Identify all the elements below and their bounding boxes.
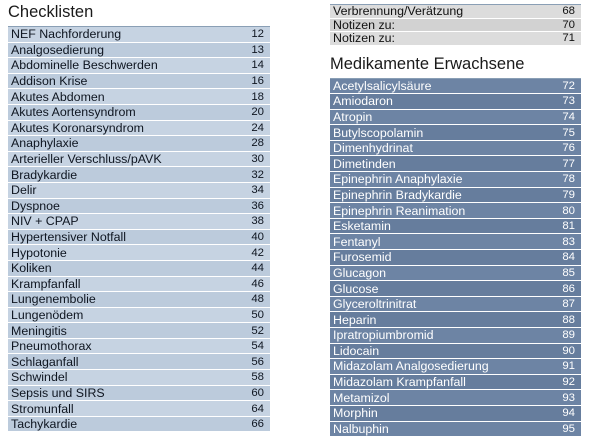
medication-row-page-number: 88 (557, 313, 575, 327)
checklist-row[interactable] (8, 214, 270, 230)
checklist-row[interactable] (8, 370, 270, 386)
medication-row[interactable] (330, 359, 581, 375)
medication-row-label: Glucagon (333, 266, 386, 280)
checklist-row-page-number: 56 (246, 355, 264, 369)
notes-row-label: Verbrennung/Verätzung (333, 4, 463, 18)
medication-row-label: Morphin (333, 406, 378, 420)
checklist-row-page-number: 40 (246, 230, 264, 244)
medication-row-label: Dimenhydrinat (333, 141, 413, 155)
checklist-row-label: NIV + CPAP (11, 214, 79, 228)
medication-row[interactable] (330, 125, 581, 141)
checklist-row-label: Akutes Abdomen (11, 90, 105, 104)
medication-row-page-number: 95 (557, 422, 575, 436)
medication-row-page-number: 80 (557, 204, 575, 218)
medication-row-label: Epinephrin Reanimation (333, 204, 465, 218)
checklist-row-label: Stromunfall (11, 402, 74, 416)
medication-row[interactable] (330, 312, 581, 328)
medication-row-page-number: 81 (557, 219, 575, 233)
checklist-row-label: Analgosedierung (11, 43, 104, 57)
medication-row[interactable] (330, 94, 581, 110)
medication-row[interactable] (330, 266, 581, 282)
checklist-row-label: Sepsis und SIRS (11, 386, 105, 400)
medication-row-label: Dimetinden (333, 157, 396, 171)
checklist-row[interactable] (8, 183, 270, 199)
checklist-row-page-number: 66 (246, 417, 264, 431)
checklist-row[interactable] (8, 292, 270, 308)
checklist-row-page-number: 24 (246, 121, 264, 135)
medication-row-label: Metamizol (333, 391, 389, 405)
medication-row-page-number: 93 (557, 391, 575, 405)
checklist-row-label: Lungenödem (11, 308, 83, 322)
medication-row[interactable] (330, 188, 581, 204)
checklist-row[interactable] (8, 308, 270, 324)
checklist-row-label: Pneumothorax (11, 339, 92, 353)
medication-row-page-number: 94 (557, 406, 575, 420)
checklist-row-page-number: 14 (246, 58, 264, 72)
medication-row-label: Furosemid (333, 250, 392, 264)
checklist-row-label: Delir (11, 183, 36, 197)
medication-row[interactable] (330, 234, 581, 250)
checklist-row-label: Koliken (11, 261, 52, 275)
checklist-row[interactable] (8, 105, 270, 121)
medication-row-page-number: 89 (557, 328, 575, 342)
medication-row[interactable] (330, 79, 581, 95)
medication-row-label: Acetylsalicylsäure (333, 79, 431, 93)
checklist-row-label: Schwindel (11, 370, 67, 384)
checklist-row-label: Hypertensiver Notfall (11, 230, 126, 244)
checklist-row-label: Meningitis (11, 324, 67, 338)
checklist-row-page-number: 36 (246, 199, 264, 213)
checklist-row[interactable] (8, 121, 270, 137)
medication-row[interactable] (330, 172, 581, 188)
checklisten-section (8, 0, 270, 432)
checklist-row-page-number: 38 (246, 214, 264, 228)
medication-row[interactable] (330, 375, 581, 391)
right-column (330, 0, 581, 437)
checklist-row[interactable] (8, 27, 270, 43)
medication-row-label: Midazolam Krampfanfall (333, 375, 466, 389)
checklist-row-label: Akutes Aortensyndrom (11, 105, 136, 119)
medication-row[interactable] (330, 297, 581, 313)
medication-row[interactable] (330, 328, 581, 344)
medication-row[interactable] (330, 110, 581, 126)
checklist-row[interactable] (8, 199, 270, 215)
medication-row-label: Midazolam Analgosedierung (333, 359, 489, 373)
medication-row-label: Fentanyl (333, 235, 381, 249)
medication-row-page-number: 84 (557, 250, 575, 264)
medication-row-page-number: 79 (557, 188, 575, 202)
medication-row[interactable] (330, 156, 581, 172)
notes-row-page-number: 70 (557, 18, 575, 32)
checklist-row-page-number: 42 (246, 246, 264, 260)
checklist-row-page-number: 13 (246, 43, 264, 57)
checklist-row[interactable] (8, 323, 270, 339)
checklist-row-label: Schlaganfall (11, 355, 79, 369)
notes-table (330, 4, 581, 46)
checklist-row-page-number: 50 (246, 308, 264, 322)
checklist-row[interactable] (8, 74, 270, 90)
checklist-row-label: Addison Krise (11, 74, 87, 88)
medication-row-label: Atropin (333, 110, 372, 124)
medication-row[interactable] (330, 390, 581, 406)
checklist-row-page-number: 28 (246, 136, 264, 150)
checklist-row-label: Bradykardie (11, 168, 77, 182)
checklist-row-page-number: 34 (246, 183, 264, 197)
checklist-row[interactable] (8, 152, 270, 168)
medication-row[interactable] (330, 203, 581, 219)
medication-row[interactable] (330, 250, 581, 266)
medication-row-label: Esketamin (333, 219, 391, 233)
medication-row[interactable] (330, 422, 581, 437)
checklist-row-label: Abdominelle Beschwerden (11, 58, 158, 72)
checklist-row[interactable] (8, 43, 270, 59)
checklist-row[interactable] (8, 167, 270, 183)
medication-row[interactable] (330, 344, 581, 360)
checklist-row-page-number: 60 (246, 386, 264, 400)
checklist-row-page-number: 54 (246, 339, 264, 353)
checklist-row-label: Lungenembolie (11, 292, 96, 306)
checklist-row[interactable] (8, 245, 270, 261)
medication-row-page-number: 90 (557, 344, 575, 358)
notes-row-page-number: 68 (557, 4, 575, 18)
checklist-row-page-number: 32 (246, 168, 264, 182)
checklist-row-label: Arterieller Verschluss/pAVK (11, 152, 162, 166)
checklist-row[interactable] (8, 58, 270, 74)
medication-row-label: Epinephrin Anaphylaxie (333, 172, 463, 186)
checklist-row-label: Akutes Koronarsyndrom (11, 121, 144, 135)
notes-row-label: Notizen zu: (333, 18, 395, 32)
notes-row-page-number: 71 (557, 31, 575, 45)
checklist-row-page-number: 52 (246, 324, 264, 338)
checklist-row[interactable] (8, 89, 270, 105)
medication-row-page-number: 73 (557, 94, 575, 108)
medication-row-label: Ipratropiumbromid (333, 328, 434, 342)
checklist-row-page-number: 58 (246, 370, 264, 384)
medication-row-page-number: 77 (557, 157, 575, 171)
medication-row-page-number: 92 (557, 375, 575, 389)
checklist-row[interactable] (8, 261, 270, 277)
checklist-row-page-number: 18 (246, 90, 264, 104)
checklist-row-page-number: 48 (246, 292, 264, 306)
medication-row-label: Nalbuphin (333, 422, 389, 436)
notes-row[interactable] (330, 19, 581, 33)
medication-row-page-number: 85 (557, 266, 575, 280)
medication-row[interactable] (330, 281, 581, 297)
medication-row-page-number: 72 (557, 79, 575, 93)
medication-row-label: Butylscopolamin (333, 126, 423, 140)
checklist-row-page-number: 64 (246, 402, 264, 416)
medikamente-title: Medikamente Erwachsene (330, 54, 581, 74)
checklist-row-page-number: 20 (246, 105, 264, 119)
checklist-row-page-number: 44 (246, 261, 264, 275)
checklist-row[interactable] (8, 386, 270, 402)
checklist-row[interactable] (8, 417, 270, 433)
checklist-row-label: Dyspnoe (11, 199, 60, 213)
medication-row-label: Glucose (333, 282, 378, 296)
medication-row-label: Glyceroltrinitrat (333, 297, 416, 311)
checklist-row-page-number: 12 (246, 27, 264, 41)
notes-row-label: Notizen zu: (333, 31, 395, 45)
checklist-row-page-number: 16 (246, 74, 264, 88)
medication-row-page-number: 74 (557, 110, 575, 124)
checklist-row[interactable] (8, 354, 270, 370)
medication-row-page-number: 75 (557, 126, 575, 140)
checklist-row-label: Hypotonie (11, 246, 67, 260)
medication-row-label: Amiodaron (333, 94, 393, 108)
checklist-row-label: NEF Nachforderung (11, 27, 121, 41)
checklist-row[interactable] (8, 339, 270, 355)
medication-row-label: Lidocain (333, 344, 379, 358)
medication-row-page-number: 76 (557, 141, 575, 155)
notes-row[interactable] (330, 32, 581, 46)
medication-row-page-number: 83 (557, 235, 575, 249)
medikamente-table (330, 78, 581, 437)
notes-row[interactable] (330, 5, 581, 19)
medication-row-page-number: 87 (557, 297, 575, 311)
checklist-row-label: Krampfanfall (11, 277, 81, 291)
medication-row-page-number: 78 (557, 172, 575, 186)
checklisten-table (8, 26, 270, 432)
medication-row-label: Heparin (333, 313, 376, 327)
checklist-row[interactable] (8, 277, 270, 293)
medication-row-page-number: 86 (557, 282, 575, 296)
checklist-row-label: Tachykardie (11, 417, 77, 431)
checklist-row-page-number: 46 (246, 277, 264, 291)
checklist-row-label: Anaphylaxie (11, 136, 79, 150)
checklisten-title: Checklisten (8, 2, 270, 22)
checklist-row[interactable] (8, 230, 270, 246)
checklist-row-page-number: 30 (246, 152, 264, 166)
medication-row[interactable] (330, 141, 581, 157)
medication-row[interactable] (330, 219, 581, 235)
medication-row-page-number: 91 (557, 359, 575, 373)
checklist-row[interactable] (8, 401, 270, 417)
checklist-row[interactable] (8, 136, 270, 152)
medication-row-label: Epinephrin Bradykardie (333, 188, 462, 202)
